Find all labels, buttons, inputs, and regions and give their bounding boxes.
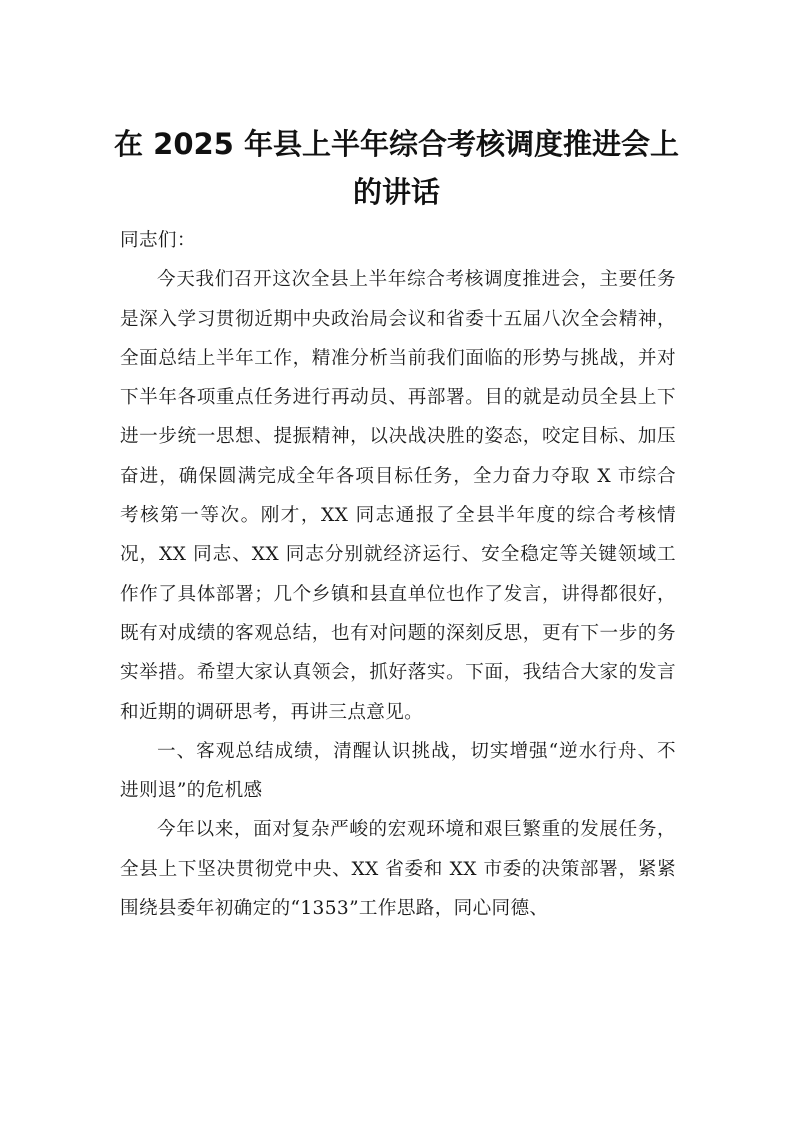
section-heading-1: 一、客观总结成绩，清醒认识挑战，切实增强“逆水行舟、不进则退”的危机感 (120, 740, 676, 802)
body-paragraph-achievements: 今年以来，面对复杂严峻的宏观环境和艰巨繁重的发展任务，全县上下坚决贯彻党中央、XX 省委和 XX 市委的决策部署，紧紧围绕县委年初确定的“1353”工作思路，同心同德、 (120, 819, 676, 920)
document-body (120, 221, 676, 928)
body-paragraph-opening: 今天我们召开这次全县上半年综合考核调度推进会，主要任务是深入学习贯彻近期中央政治局会议和省委十五届八次全会精神，全面总结上半年工作，精准分析当前我们面临的形势与挑战，并对下半年各项重点任务进行再动员、再部署。目的就是动员全县上下进一步统一思想、提振精神，以决战决胜的姿态，咬定目标、加压奋进，确保圆满完成全年各项目标任务，全力奋力夺取 X 市综合考核第一等次。刚才，XX 同志通报了全县半年度的综合考核情况，XX 同志、XX 同志分别就经济运行、安全稳定等关键领域工作作了具体部署；几个乡镇和县直单位也作了发言，讲得都很好，既有对成绩的客观总结，也有对问题的深刻反思，更有下一步的务实举措。希望大家认真领会，抓好落实。下面，我结合大家的发言和近期的调研思考，再讲三点意见。 (120, 269, 676, 723)
document-title: 在 2025 年县上半年综合考核调度推进会上的讲话 (114, 127, 679, 209)
salutation: 同志们： (120, 230, 196, 251)
